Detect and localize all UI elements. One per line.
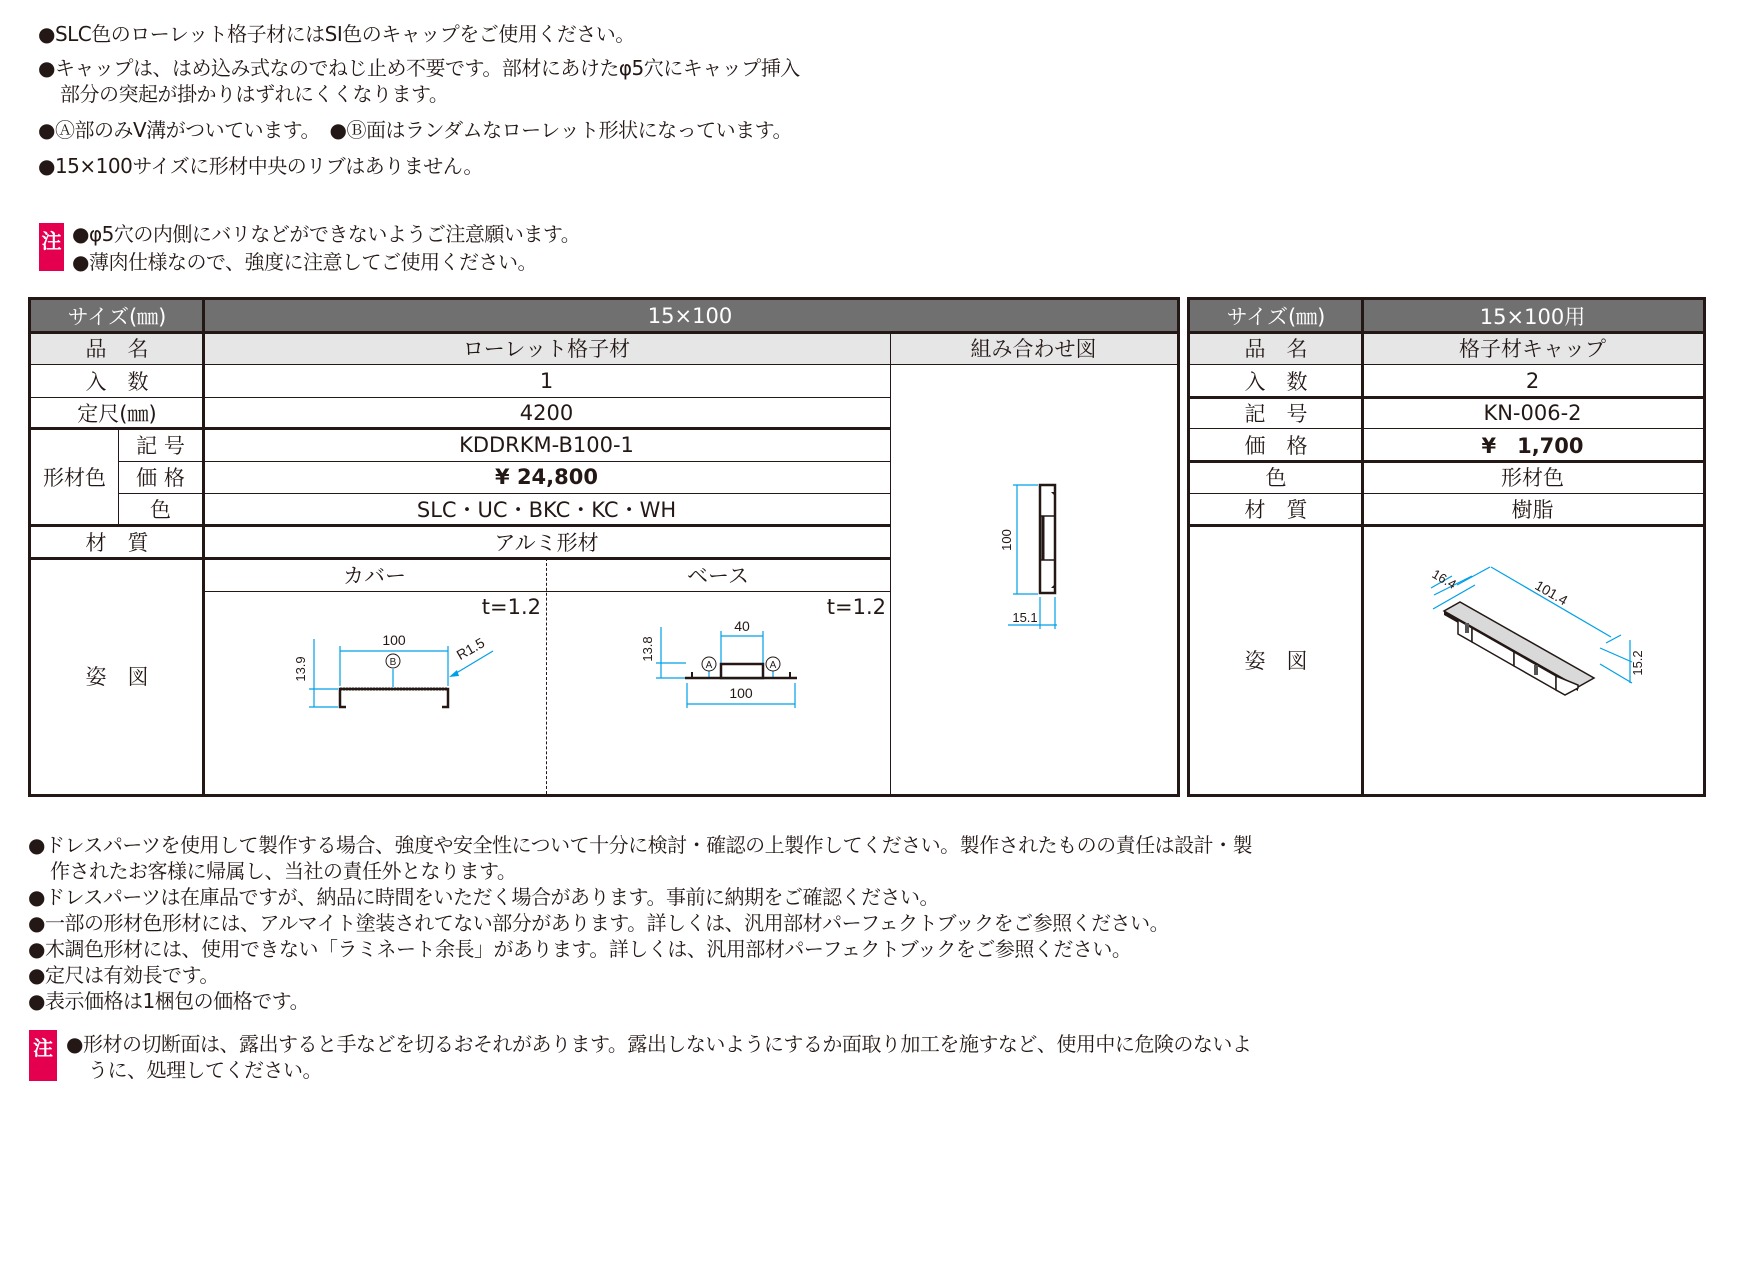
base-label: ベース: [687, 563, 749, 588]
note-price: [28, 989, 309, 1013]
material-label: 材 質: [85, 530, 149, 555]
svg-text:A: A: [705, 660, 713, 671]
caution-thin: [72, 250, 537, 274]
spec-table-lattice: [28, 297, 1180, 797]
note-text: SLC色のローレット格子材にはSI色のキャップをご使用ください。: [54, 22, 635, 46]
caution-cut-edge-cont: うに、処理してください。: [88, 1058, 322, 1082]
note-responsibility-cont: 作されたお客様に帰属し、当社の責任外となります。: [50, 859, 517, 883]
svg-text:B: B: [389, 657, 397, 668]
row-divider: [31, 397, 890, 398]
caution-text: 薄肉仕様なので、強度に注意してご使用ください。: [88, 250, 538, 274]
spec-table-cap: [1187, 297, 1706, 797]
cover-profile-drawing: [203, 591, 546, 794]
note-cap-fit-cont: 部分の突起が掛かりはずれにくくなります。: [60, 82, 449, 106]
base-thickness: t=1.2: [826, 595, 886, 619]
row-divider: [118, 493, 890, 494]
cap-material-label: 材 質: [1244, 498, 1308, 522]
cap-figure-label: 姿 図: [1244, 648, 1308, 673]
row-divider: [1190, 460, 1703, 463]
note-laminate: [28, 937, 1131, 961]
caution-badge: 注: [39, 223, 64, 271]
note-vgroove: [38, 118, 792, 142]
length-label: 定尺(㎜): [77, 401, 157, 426]
svg-text:13.9: 13.9: [293, 656, 308, 682]
caution-text: 形材の切断面は、露出すると手などを切るおそれがあります。露出しないようにするか面取り加工を施すなど、使用中に危険のないよ: [82, 1032, 1252, 1056]
note-text: 一部の形材色形材には、アルマイト塗装されてない部分があります。詳しくは、汎用部材パーフェクトブックをご参照ください。: [44, 911, 1170, 935]
quantity-label: 入 数: [85, 369, 149, 394]
cap-price-value: ¥ 1,700: [1481, 433, 1584, 458]
cap-product-name-value: 格子材キャップ: [1362, 332, 1703, 364]
cap-code-label: 記 号: [1244, 401, 1308, 426]
note-length: [28, 963, 219, 987]
assembly-label: 組み合わせ図: [890, 332, 1177, 364]
row-divider: [31, 427, 890, 430]
note-responsibility: [28, 833, 1252, 857]
svg-text:13.8: 13.8: [640, 636, 655, 662]
svg-text:A: A: [769, 660, 777, 671]
caution-burr: [72, 222, 580, 246]
code-label: 記 号: [136, 433, 185, 458]
note-stock: [28, 885, 939, 909]
figure-label: 姿 図: [85, 665, 149, 689]
length-value: 4200: [519, 400, 574, 425]
cover-thickness: t=1.2: [481, 595, 541, 619]
size-label: サイズ(㎜): [31, 300, 203, 332]
price-label: 価 格: [136, 466, 185, 490]
note-text: ドレスパーツを使用して製作する場合、強度や安全性について十分に検討・確認の上製作してください。製作されたものの責任は設計・製: [44, 833, 1253, 857]
profile-color-group-label: 形材色: [43, 465, 106, 490]
cap-color-value: 形材色: [1501, 466, 1564, 490]
note-alumite: [28, 911, 1169, 935]
note-no-rib: [38, 154, 483, 178]
note-slc-cap: [38, 22, 635, 46]
row-divider: [1190, 331, 1703, 334]
product-name-label: 品 名: [31, 332, 203, 364]
caution-text: φ5穴の内側にバリなどができないようご注意願います。: [88, 222, 581, 246]
note-text: キャップは、はめ込み式なのでねじ止め不要です。部材にあけたφ5穴にキャップ挿入: [54, 56, 800, 80]
row-divider: [118, 461, 890, 462]
row-divider: [1190, 428, 1703, 429]
col-divider: [118, 428, 119, 525]
cap-quantity-label: 入 数: [1244, 369, 1308, 394]
material-value: アルミ形材: [494, 530, 599, 555]
row-divider: [31, 331, 1177, 334]
svg-text:101.4: 101.4: [1532, 576, 1571, 609]
cap-isometric-drawing: [1362, 525, 1703, 794]
row-divider: [1190, 364, 1703, 365]
row-divider: [1190, 493, 1703, 494]
cap-color-label: 色: [1265, 466, 1287, 490]
code-value: KDDRKM-B100-1: [459, 432, 634, 457]
cap-material-value: 樹脂: [1511, 498, 1554, 522]
cap-price-label: 価 格: [1244, 433, 1308, 458]
assembly-drawing: [890, 364, 1177, 794]
caution-badge: 注: [29, 1030, 57, 1081]
svg-text:100: 100: [999, 529, 1014, 551]
note-text: 木調色形材には、使用できない「ラミネート余長」があります。詳しくは、汎用部材パーフェクトブックをご参照ください。: [44, 937, 1132, 961]
caution-cut-edge: [66, 1032, 1251, 1056]
cap-size-value: 15×100用: [1362, 300, 1703, 332]
size-value: 15×100: [203, 300, 1177, 332]
price-value: ¥ 24,800: [495, 465, 598, 489]
svg-text:R1.5: R1.5: [453, 634, 488, 663]
svg-text:40: 40: [734, 618, 750, 634]
color-value: SLC・UC・BKC・KC・WH: [416, 498, 677, 522]
svg-text:16.4: 16.4: [1429, 566, 1459, 592]
cap-code-value: KN-006-2: [1483, 400, 1582, 425]
cap-quantity-value: 2: [1525, 368, 1540, 393]
quantity-value: 1: [539, 368, 554, 393]
color-label: 色: [150, 498, 171, 522]
cap-product-name-label: 品 名: [1190, 332, 1362, 364]
note-text: ドレスパーツは在庫品ですが、納品に時間をいただく場合があります。事前に納期をご確認ください。: [44, 885, 939, 909]
row-divider: [1190, 396, 1703, 399]
row-divider: [31, 557, 890, 560]
cover-label: カバー: [343, 563, 406, 588]
note-text: Ⓐ部のみV溝がついています。 ●Ⓑ面はランダムなローレット形状になっています。: [54, 118, 792, 142]
svg-text:15.2: 15.2: [1630, 650, 1645, 676]
note-text: 表示価格は1梱包の価格です。: [44, 989, 310, 1013]
svg-text:100: 100: [729, 685, 753, 701]
note-text: 定尺は有効長です。: [44, 963, 219, 987]
svg-text:100: 100: [382, 632, 406, 648]
base-profile-drawing: [546, 591, 890, 794]
cap-size-label: サイズ(㎜): [1190, 300, 1362, 332]
note-cap-fit: [38, 56, 800, 80]
product-name-value: ローレット格子材: [203, 332, 890, 364]
row-divider: [31, 524, 890, 527]
svg-text:15.1: 15.1: [1012, 610, 1038, 625]
note-text: 15×100サイズに形材中央のリブはありません。: [54, 154, 483, 178]
